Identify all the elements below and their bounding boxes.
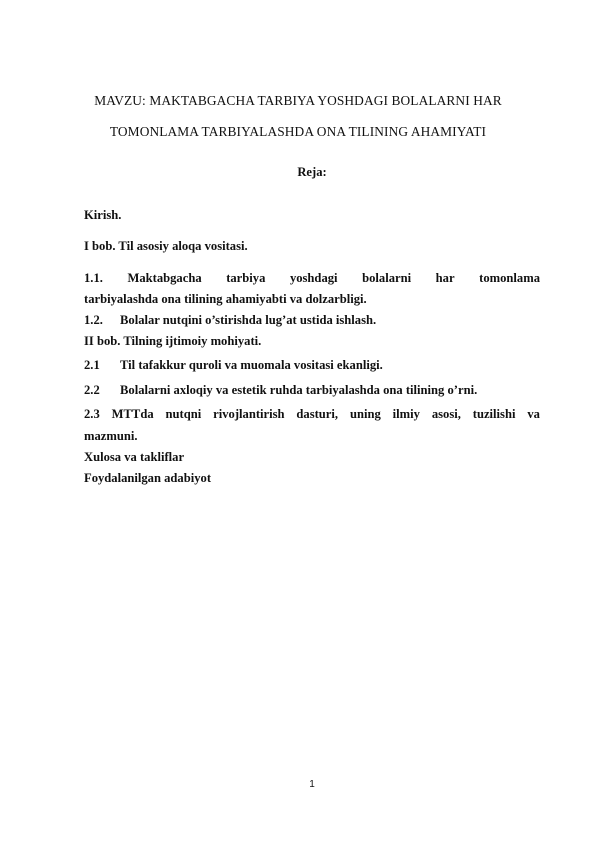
toc-chapter-1: I bob. Til asosiy aloqa vositasi. — [84, 239, 248, 253]
toc-section-2-1 — [84, 358, 383, 373]
toc-word: tomonlama — [479, 271, 540, 285]
toc-word: ilmiy — [392, 407, 420, 421]
toc-section-1-1 — [84, 271, 540, 286]
toc-word: yoshdagi — [289, 271, 338, 285]
section-number: 1.1. — [84, 271, 103, 285]
section-number: 1.2. — [84, 313, 103, 327]
toc-word: asosi, — [431, 407, 461, 421]
toc-word: nutqni — [165, 407, 202, 421]
section-text: Til tafakkur quroli va muomala vositasi ekanligi. — [120, 358, 383, 372]
section-text: Bolalarni axloqiy va estetik ruhda tarbiyalashda ona tilining o’rni. — [120, 383, 478, 397]
toc-references: Foydalanilgan adabiyot — [84, 471, 212, 485]
section-text: Bolalar nutqini o’stirishda lug’at ustida ishlash. — [120, 313, 377, 327]
toc-word: bolalarni — [362, 271, 412, 285]
section-number: 2.1 — [84, 358, 100, 372]
toc-conclusion: Xulosa va takliflar — [84, 450, 185, 464]
toc-section-1-1-continuation: tarbiyalashda ona tilining ahamiyabti va dolzarbligi. — [84, 292, 367, 306]
toc-section-2-3-continuation: mazmuni. — [84, 429, 138, 443]
toc-section-1-2 — [84, 313, 376, 328]
toc-word: MTTda — [111, 407, 154, 421]
page-number: 1 — [309, 779, 315, 790]
plan-heading: Reja: — [297, 165, 327, 179]
title-line-1: MAVZU: MAKTABGACHA TARBIYA YOSHDAGI BOLALARNI HAR — [94, 93, 502, 108]
toc-chapter-2: II bob. Tilning ijtimoiy mohiyati. — [84, 334, 262, 348]
toc-word: har — [435, 271, 455, 285]
section-number: 2.3 — [84, 407, 100, 421]
toc-intro: Kirish. — [84, 208, 122, 222]
title-line-2: TOMONLAMA TARBIYALASHDA ONA TILINING AHAMIYATI — [109, 124, 487, 139]
toc-word: uning — [349, 407, 381, 421]
toc-word: tuzilishi — [472, 407, 516, 421]
toc-word: dasturi, — [296, 407, 339, 421]
toc-word: rivojlantirish — [213, 407, 285, 421]
toc-word: va — [527, 407, 540, 421]
toc-section-2-3 — [84, 407, 540, 422]
toc-section-2-2 — [84, 383, 477, 398]
toc-word: Maktabgacha — [127, 271, 202, 285]
toc-word: tarbiya — [226, 271, 266, 285]
section-number: 2.2 — [84, 383, 100, 397]
